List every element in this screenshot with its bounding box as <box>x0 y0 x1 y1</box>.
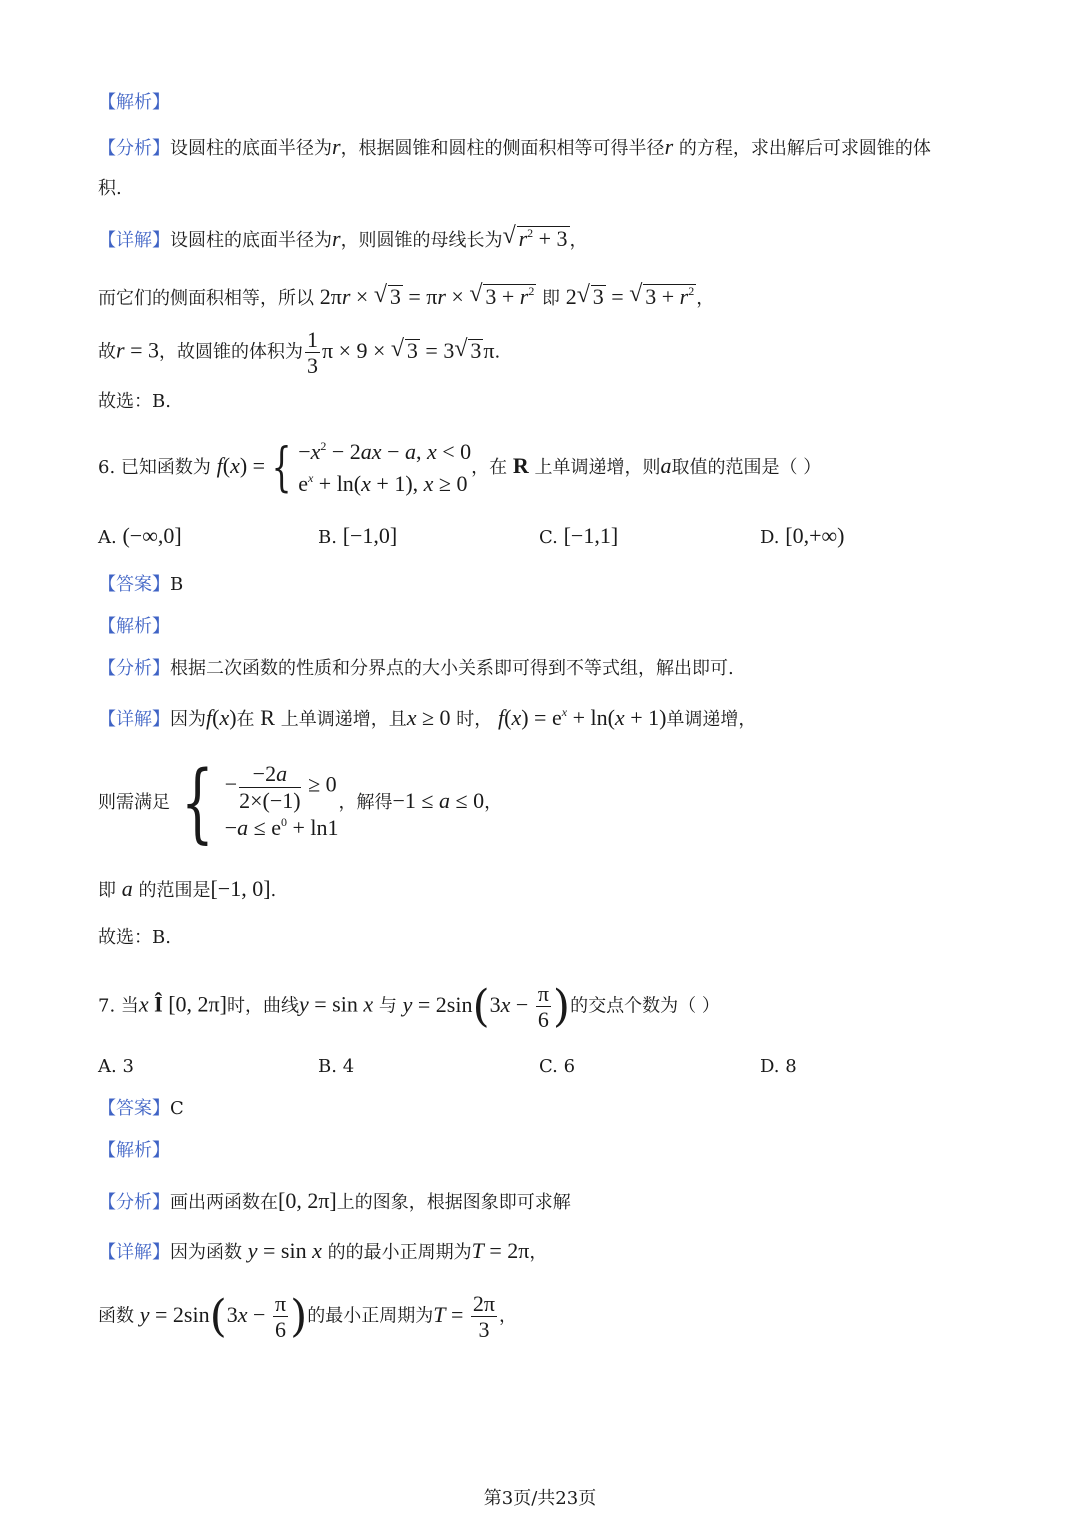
q6-stem: 6. 已知函数为 f(x) = { $-x^2 - 2ax - a$, x < 0 $e^x + \ln(x + 1)$, x ≥ 0 ，在 R 上单调递增，则a取值的范围是（ ） <box>98 437 822 498</box>
q5-fenxi-line2: 积. <box>98 178 122 199</box>
q7-fenxi: 【分析】画出两函数在[0, 2π]上的图象，根据图象即可求解 <box>98 1188 571 1213</box>
q6-detail-line3: 即 a 的范围是[−1, 0]. <box>98 876 277 901</box>
q6-option-c: C. [−1,1] <box>539 523 619 548</box>
q6-detail-line2: 则需满足 { − $\frac{-2a}{2\times(-1)}$ ≥ 0 $-a \le e^0 + \ln 1$ ，解得−1 ≤ a ≤ 0， <box>98 753 503 853</box>
q5-answer-line: 故选：B. <box>98 391 171 412</box>
q5-detail-line2: 而它们的侧面积相等，所以 2πr × √ 3 = πr × √ $3 + r^2$ 即 2√ 3 = √ $3 + r^2$ ， <box>98 284 714 308</box>
q5-fenxi-line1: 【分析】设圆柱的底面半径为r，根据圆锥和圆柱的侧面积相等可得半径r 的方程，求出解后可求圆锥的体 <box>98 134 931 159</box>
q6-jiexi-heading: 【解析】 <box>98 616 170 637</box>
q6-answer: 【答案】B <box>98 574 184 595</box>
q7-option-c: C. 6 <box>539 1056 576 1077</box>
q6-fenxi: 【分析】根据二次函数的性质和分界点的大小关系即可得到不等式组，解出即可. <box>98 658 734 679</box>
q6-option-d: D. [0,+∞) <box>760 523 845 548</box>
q7-jiexi-heading: 【解析】 <box>98 1140 170 1161</box>
q7-stem: 7. 当x Î [0, 2π]时，曲线y = sin x 与 y = 2sin(3x − $\frac{\pi}{6}$ )的交点个数为（ ） <box>98 980 720 1033</box>
q6-detail-line1: 【详解】因为f(x)在 R 上单调递增，且x ≥ 0 时， $f(x) = e^x + \ln(x + 1)$单调递增， <box>98 705 757 730</box>
q7-option-a: A. 3 <box>98 1056 134 1077</box>
q7-detail-line1: 【详解】因为函数 y = sin x 的的最小正周期为T = 2π， <box>98 1238 548 1263</box>
jiexi-heading-q5: 【解析】 <box>98 92 170 113</box>
q5-detail-line1: 【详解】设圆柱的底面半径为r，则圆锥的母线长为√ $r^2 + 3$ ， <box>98 226 588 250</box>
q7-detail-line2: 函数 y = 2sin(3x − $\frac{\pi}{6}$ )的最小正周期为T = $\frac{2\pi}{3}$ ， <box>98 1290 518 1343</box>
q7-option-d: D. 8 <box>760 1056 797 1077</box>
q6-answer-line: 故选：B. <box>98 927 171 948</box>
page-footer: 第3页/共23页 <box>483 1488 597 1509</box>
q7-option-b: B. 4 <box>318 1056 355 1077</box>
q6-option-a: A. (−∞,0] <box>98 523 182 548</box>
q6-option-b: B. [−1,0] <box>318 523 398 548</box>
q7-answer: 【答案】C <box>98 1098 184 1119</box>
q5-detail-line3: 故r = 3，故圆锥的体积为 $\frac{1}{3}$ π × 9 × √ 3 = 3√ 3π. <box>98 328 500 377</box>
